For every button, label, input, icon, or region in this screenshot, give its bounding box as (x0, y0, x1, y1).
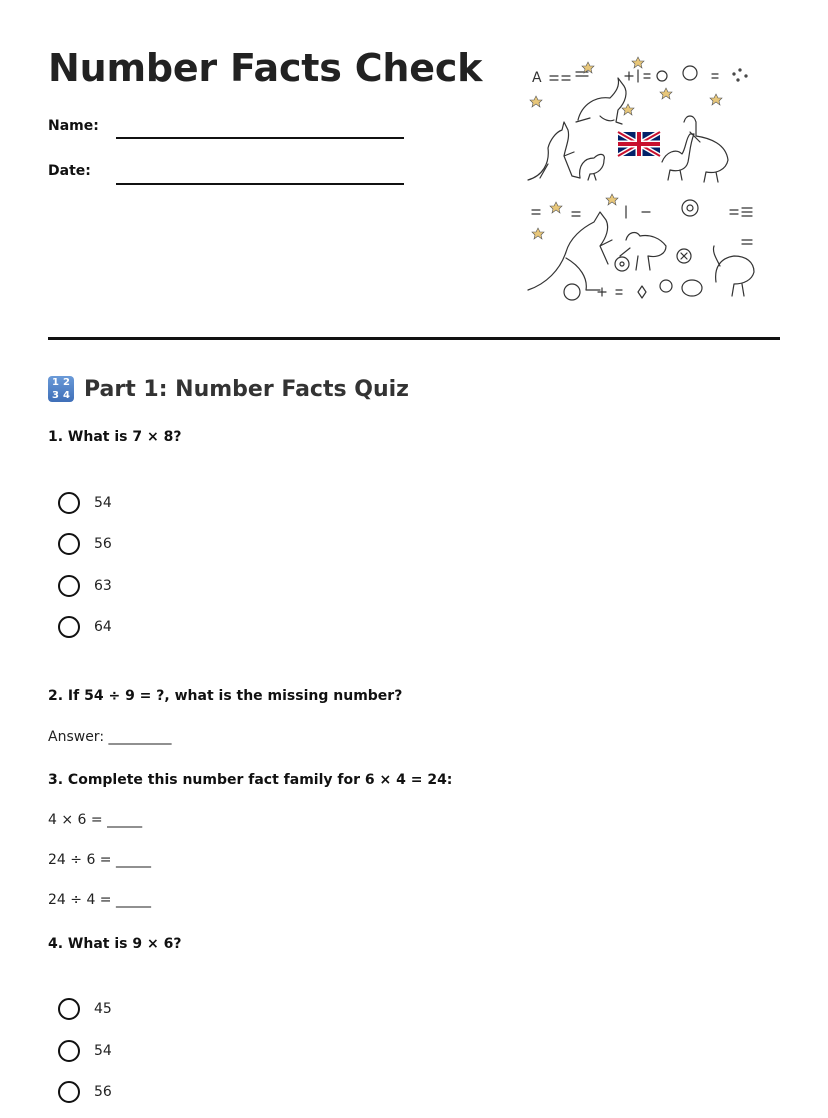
radio-button[interactable] (58, 492, 80, 514)
radio-button[interactable] (58, 1040, 80, 1062)
input-numbers-icon: 1 2 3 4 (48, 376, 74, 402)
option-label: 56 (94, 536, 112, 552)
q1-option-4[interactable] (58, 615, 112, 639)
q1-option-3[interactable] (58, 574, 112, 598)
date-field[interactable] (116, 183, 404, 185)
q4-option-2[interactable] (58, 1039, 112, 1063)
radio-button[interactable] (58, 575, 80, 597)
radio-button[interactable] (58, 533, 80, 555)
question-2: 2. If 54 ÷ 9 = ?, what is the missing number? (48, 688, 403, 704)
q1-option-1[interactable] (58, 491, 112, 515)
option-label: 54 (94, 495, 112, 511)
option-label: 45 (94, 1001, 112, 1017)
radio-button[interactable] (58, 998, 80, 1020)
name-label: Name: (48, 118, 99, 134)
q4-option-1[interactable] (58, 997, 112, 1021)
radio-button[interactable] (58, 616, 80, 638)
svg-text:A: A (532, 70, 542, 86)
australian-animals-math-illustration (520, 52, 760, 302)
part1-title: Part 1: Number Facts Quiz (84, 376, 409, 402)
q4-option-3[interactable] (58, 1080, 112, 1104)
option-label: 56 (94, 1084, 112, 1100)
q2-answer-blank[interactable]: Answer: _________ (48, 729, 172, 745)
date-label: Date: (48, 163, 91, 179)
q3-line-2[interactable]: 24 ÷ 6 = _____ (48, 852, 151, 868)
question-1: 1. What is 7 × 8? (48, 429, 182, 445)
header-divider (48, 337, 780, 340)
option-label: 54 (94, 1043, 112, 1059)
question-4: 4. What is 9 × 6? (48, 936, 182, 952)
option-label: 63 (94, 578, 112, 594)
q3-line-3[interactable]: 24 ÷ 4 = _____ (48, 892, 151, 908)
radio-button[interactable] (58, 1081, 80, 1103)
part1-heading (48, 374, 409, 404)
union-jack-flag-icon (618, 132, 660, 156)
q3-line-1[interactable]: 4 × 6 = _____ (48, 812, 143, 828)
q1-option-2[interactable] (58, 532, 112, 556)
page-title: Number Facts Check (48, 46, 483, 90)
name-field[interactable] (116, 137, 404, 139)
question-3: 3. Complete this number fact family for 6 × 4 = 24: (48, 772, 453, 788)
option-label: 64 (94, 619, 112, 635)
